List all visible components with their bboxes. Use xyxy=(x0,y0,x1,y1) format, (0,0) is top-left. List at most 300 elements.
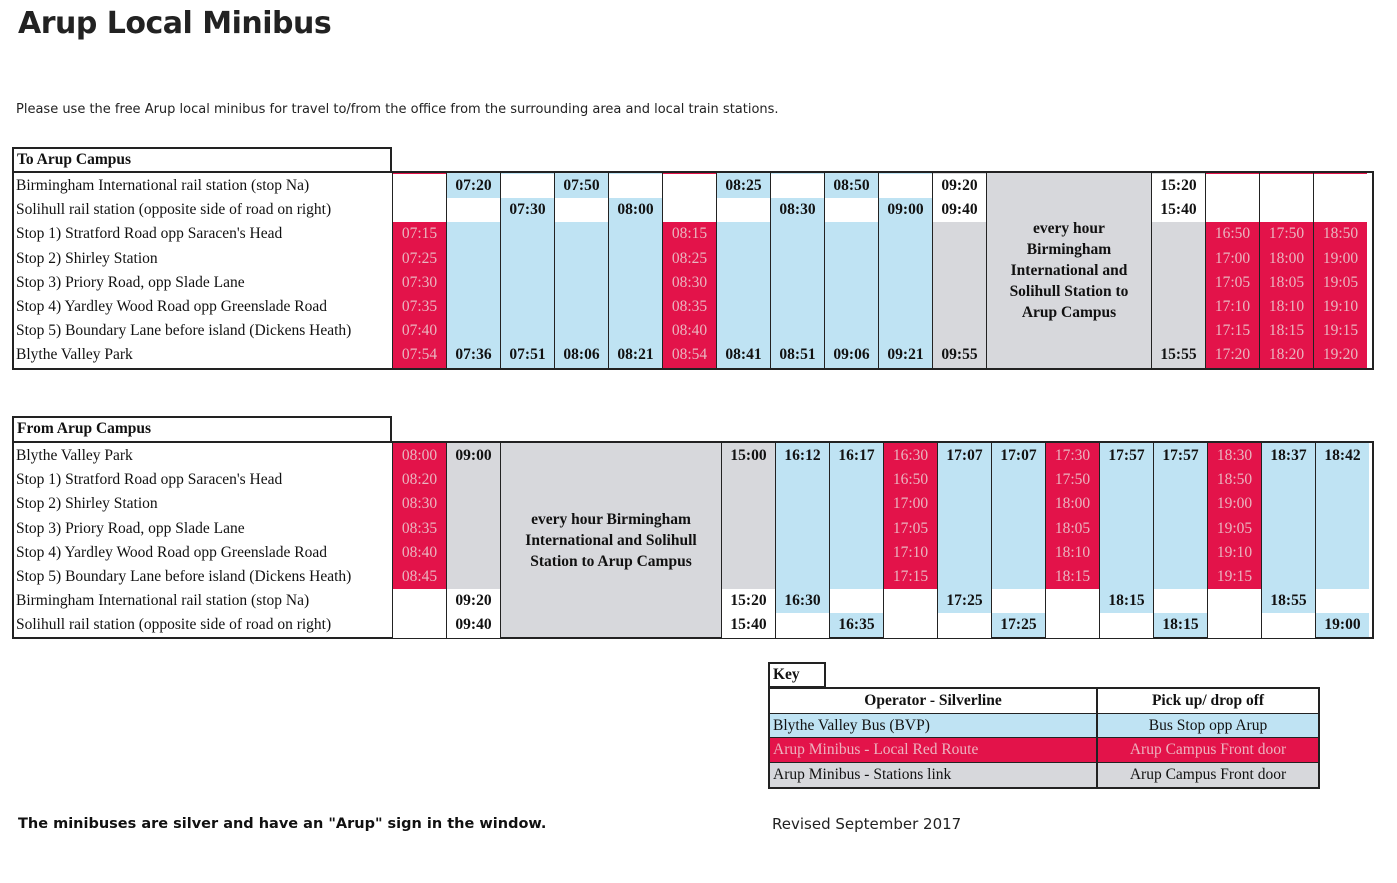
time-cell xyxy=(938,565,991,589)
timetable-column xyxy=(716,173,770,368)
time-cell xyxy=(663,174,716,198)
time-cell xyxy=(938,492,991,516)
time-cell: 17:00 xyxy=(892,495,929,513)
time-cell xyxy=(992,492,1045,516)
time-cell xyxy=(609,174,662,198)
time-cell: 17:50 xyxy=(1268,225,1305,243)
time-cell xyxy=(884,589,937,613)
time-cell xyxy=(1154,492,1207,516)
time-cell xyxy=(992,589,1045,613)
time-cell xyxy=(938,613,991,637)
time-cell: 07:35 xyxy=(401,298,438,315)
time-cell xyxy=(1316,468,1369,492)
time-cell: 19:05 xyxy=(1216,519,1253,537)
time-cell xyxy=(879,222,932,246)
time-cell xyxy=(1262,613,1315,637)
time-cell: 18:15 xyxy=(1054,568,1091,585)
time-cell: 09:40 xyxy=(447,613,500,637)
time-cell: 08:51 xyxy=(779,346,816,364)
time-cell xyxy=(447,517,500,541)
timetable-column xyxy=(554,173,608,368)
timetable-column xyxy=(1261,443,1315,637)
time-cell: 08:35 xyxy=(671,298,708,315)
time-cell xyxy=(933,319,986,343)
time-cell xyxy=(825,319,878,343)
time-cell: 18:10 xyxy=(1268,298,1305,315)
time-cell xyxy=(722,492,775,516)
time-cell xyxy=(717,222,770,246)
from-campus-heading: From Arup Campus xyxy=(12,416,392,443)
time-cell: 17:05 xyxy=(1214,273,1251,291)
time-cell xyxy=(933,247,986,271)
time-cell xyxy=(771,247,824,271)
time-cell xyxy=(717,198,770,222)
time-cell: 15:55 xyxy=(1160,346,1197,364)
time-cell xyxy=(830,517,883,541)
key-pickup: Bus Stop opp Arup xyxy=(1148,716,1268,734)
time-cell xyxy=(992,517,1045,541)
time-cell xyxy=(771,222,824,246)
timetable-column xyxy=(1151,173,1205,368)
time-cell xyxy=(609,271,662,295)
time-cell: 18:37 xyxy=(1270,447,1307,464)
time-cell xyxy=(1314,198,1367,222)
time-cell xyxy=(717,271,770,295)
time-cell: 15:20 xyxy=(722,589,775,613)
time-cell: 18:55 xyxy=(1270,592,1307,610)
stop-name: Stop 4) Yardley Wood Road opp Greenslade Road xyxy=(16,543,328,561)
timetable-column xyxy=(883,443,937,637)
time-cell: 09:21 xyxy=(887,346,924,364)
time-cell: 08:06 xyxy=(563,346,600,364)
time-cell xyxy=(1262,565,1315,589)
time-cell: 17:07 xyxy=(946,447,983,464)
stop-name: Stop 5) Boundary Lane before island (Dickens Heath) xyxy=(16,567,352,585)
time-cell xyxy=(1100,541,1153,565)
time-cell: 08:00 xyxy=(401,447,438,464)
time-cell xyxy=(1152,247,1205,271)
time-cell: 19:20 xyxy=(1322,346,1359,364)
time-cell: 08:54 xyxy=(671,346,708,364)
time-cell xyxy=(933,295,986,319)
time-cell xyxy=(722,565,775,589)
stop-name: Stop 5) Boundary Lane before island (Dickens Heath) xyxy=(16,322,352,340)
time-cell xyxy=(771,319,824,343)
stop-name: Stop 2) Shirley Station xyxy=(16,495,158,513)
time-cell: 16:30 xyxy=(892,447,929,464)
timetable-column xyxy=(1207,443,1261,637)
time-cell xyxy=(447,247,500,271)
time-cell: 07:50 xyxy=(563,177,600,194)
time-cell: 17:20 xyxy=(1214,346,1251,364)
key-pickup: Arup Campus Front door xyxy=(1129,765,1287,783)
time-cell xyxy=(722,468,775,492)
timetable-column xyxy=(392,443,446,637)
time-cell xyxy=(1152,271,1205,295)
stop-name: Stop 3) Priory Road, opp Slade Lane xyxy=(16,273,245,291)
time-cell: 18:05 xyxy=(1268,273,1305,291)
time-cell xyxy=(609,222,662,246)
time-cell xyxy=(393,198,446,222)
time-cell xyxy=(447,565,500,589)
time-cell: 08:25 xyxy=(725,177,762,194)
time-cell: 09:20 xyxy=(447,589,500,613)
timetable-column xyxy=(1315,443,1369,637)
time-cell: 17:07 xyxy=(1000,447,1037,464)
page-title: Arup Local Minibus xyxy=(18,6,332,41)
time-cell: 08:15 xyxy=(671,225,708,243)
stop-name: Stop 1) Stratford Road opp Saracen's Head xyxy=(16,225,283,243)
time-cell xyxy=(992,565,1045,589)
time-cell xyxy=(1154,468,1207,492)
time-cell xyxy=(1262,517,1315,541)
time-cell xyxy=(1316,589,1369,613)
time-cell xyxy=(776,468,829,492)
time-cell xyxy=(992,541,1045,565)
time-cell xyxy=(1208,589,1261,613)
time-cell xyxy=(830,541,883,565)
time-cell xyxy=(938,468,991,492)
time-cell: 15:40 xyxy=(722,613,775,637)
time-cell: 08:00 xyxy=(617,201,654,219)
time-cell: 17:10 xyxy=(1214,298,1251,315)
time-cell: 08:41 xyxy=(725,346,762,364)
time-cell xyxy=(1316,492,1369,516)
time-cell xyxy=(879,319,932,343)
time-cell xyxy=(1100,468,1153,492)
time-cell: 19:05 xyxy=(1322,273,1359,291)
time-cell xyxy=(938,517,991,541)
time-cell xyxy=(1206,174,1259,198)
stop-name: Blythe Valley Park xyxy=(16,447,133,464)
every-hour-note: every hour Birmingham International and Solihull Station to Arup Campus xyxy=(500,443,721,637)
time-cell xyxy=(555,271,608,295)
time-cell xyxy=(830,492,883,516)
time-cell xyxy=(447,492,500,516)
time-cell: 16:50 xyxy=(892,471,929,489)
timetable-column xyxy=(1313,173,1367,368)
time-cell xyxy=(1046,589,1099,613)
key-header-row xyxy=(770,689,1318,714)
time-cell: 08:40 xyxy=(671,322,708,340)
stop-name: Stop 2) Shirley Station xyxy=(16,249,158,267)
time-cell: 08:35 xyxy=(401,519,438,537)
time-cell: 08:30 xyxy=(671,273,708,291)
time-cell xyxy=(501,319,554,343)
time-cell xyxy=(717,295,770,319)
time-cell: 09:00 xyxy=(455,447,492,464)
time-cell xyxy=(447,222,500,246)
time-cell xyxy=(1262,541,1315,565)
time-cell xyxy=(776,541,829,565)
stop-name: Blythe Valley Park xyxy=(16,346,133,364)
time-cell xyxy=(1100,613,1153,637)
time-cell xyxy=(717,247,770,271)
timetable-column xyxy=(500,173,554,368)
time-cell: 19:10 xyxy=(1216,543,1253,561)
time-cell: 08:20 xyxy=(401,471,438,489)
from-campus-timetable xyxy=(12,441,1374,639)
key-heading: Key xyxy=(768,662,826,688)
timetable-column xyxy=(775,443,829,637)
time-cell xyxy=(722,541,775,565)
time-cell xyxy=(1152,295,1205,319)
key-row-red-route xyxy=(770,738,1318,763)
time-cell: 09:55 xyxy=(941,346,978,364)
time-cell: 09:00 xyxy=(887,201,924,219)
time-cell: 08:40 xyxy=(401,543,438,561)
time-cell xyxy=(879,174,932,198)
time-cell xyxy=(447,319,500,343)
time-cell: 17:15 xyxy=(892,568,929,585)
time-cell xyxy=(992,468,1045,492)
time-cell xyxy=(555,247,608,271)
time-cell: 18:15 xyxy=(1108,592,1145,610)
time-cell: 19:15 xyxy=(1322,322,1359,340)
time-cell xyxy=(1260,174,1313,198)
timetable-column xyxy=(1099,443,1153,637)
time-cell xyxy=(1262,468,1315,492)
key-operator: Arup Minibus - Local Red Route xyxy=(770,738,1098,762)
time-cell xyxy=(609,319,662,343)
timetable-column xyxy=(608,173,662,368)
timetable-column xyxy=(878,173,932,368)
time-cell xyxy=(609,247,662,271)
time-cell xyxy=(501,271,554,295)
from-campus-stop-list xyxy=(14,443,392,638)
time-cell: 16:12 xyxy=(784,447,821,464)
time-cell xyxy=(1260,198,1313,222)
time-cell: 07:54 xyxy=(401,346,438,364)
time-cell xyxy=(501,222,554,246)
time-cell xyxy=(1154,565,1207,589)
time-cell: 07:15 xyxy=(401,225,438,243)
time-cell xyxy=(879,295,932,319)
timetable-column xyxy=(392,173,446,368)
time-cell: 09:40 xyxy=(933,198,986,222)
time-cell: 17:10 xyxy=(892,543,929,561)
timetable-column xyxy=(829,443,883,637)
stop-name: Stop 4) Yardley Wood Road opp Greenslade Road xyxy=(16,297,328,315)
time-cell: 16:17 xyxy=(838,447,875,464)
time-cell xyxy=(933,222,986,246)
time-cell: 17:15 xyxy=(1214,322,1251,340)
time-cell: 19:00 xyxy=(1322,249,1359,267)
timetable-column xyxy=(721,443,775,637)
time-cell: 18:00 xyxy=(1268,249,1305,267)
time-cell: 17:05 xyxy=(892,519,929,537)
time-cell xyxy=(393,589,446,613)
time-cell xyxy=(938,541,991,565)
time-cell: 18:15 xyxy=(1162,616,1199,634)
time-cell xyxy=(771,295,824,319)
time-cell xyxy=(501,295,554,319)
time-cell: 16:50 xyxy=(1214,225,1251,243)
key-row-stations-link xyxy=(770,763,1318,788)
time-cell xyxy=(884,613,937,637)
time-cell xyxy=(555,198,608,222)
time-cell xyxy=(555,295,608,319)
time-cell xyxy=(1100,517,1153,541)
time-cell xyxy=(447,271,500,295)
time-cell xyxy=(393,613,446,637)
key-pickup: Arup Campus Front door xyxy=(1129,741,1287,758)
time-cell: 07:36 xyxy=(455,346,492,364)
time-cell xyxy=(555,222,608,246)
time-cell: 15:20 xyxy=(1152,174,1205,198)
time-cell xyxy=(830,468,883,492)
time-cell xyxy=(609,295,662,319)
time-cell xyxy=(447,295,500,319)
time-cell xyxy=(1154,517,1207,541)
time-cell xyxy=(1262,492,1315,516)
time-cell xyxy=(1314,174,1367,198)
time-cell: 09:20 xyxy=(933,174,986,198)
to-campus-timetable xyxy=(12,171,1374,370)
time-cell xyxy=(1152,222,1205,246)
time-cell xyxy=(717,319,770,343)
time-cell: 17:30 xyxy=(1054,447,1091,464)
time-cell xyxy=(722,517,775,541)
stop-name: Solihull rail station (opposite side of road on right) xyxy=(16,616,332,634)
time-cell: 07:25 xyxy=(401,249,438,267)
time-cell: 18:20 xyxy=(1268,346,1305,364)
time-cell xyxy=(776,613,829,637)
time-cell xyxy=(501,247,554,271)
time-cell xyxy=(825,295,878,319)
time-cell xyxy=(663,198,716,222)
intro-text: Please use the free Arup local minibus for travel to/from the office from the surrounding area and local train stations. xyxy=(16,102,779,117)
time-cell: 19:00 xyxy=(1216,495,1253,513)
timetable-column xyxy=(446,443,500,637)
time-cell xyxy=(447,541,500,565)
time-cell xyxy=(447,468,500,492)
stop-name: Stop 1) Stratford Road opp Saracen's Head xyxy=(16,471,283,489)
revised-date: Revised September 2017 xyxy=(772,815,962,833)
timetable-column xyxy=(937,443,991,637)
stop-name: Birmingham International rail station (stop Na) xyxy=(16,177,310,194)
every-hour-note: every hour Birmingham International and Solihull Station to Arup Campus xyxy=(986,173,1151,368)
time-cell: 19:00 xyxy=(1324,616,1361,634)
time-cell: 18:42 xyxy=(1324,447,1361,464)
time-cell: 08:25 xyxy=(671,249,708,267)
time-cell xyxy=(771,174,824,198)
time-cell: 07:40 xyxy=(401,322,438,340)
time-cell: 15:00 xyxy=(730,447,767,464)
time-cell xyxy=(555,319,608,343)
time-cell xyxy=(776,565,829,589)
time-cell xyxy=(1206,198,1259,222)
time-cell xyxy=(1154,589,1207,613)
time-cell: 08:21 xyxy=(617,346,654,364)
time-cell: 17:57 xyxy=(1162,447,1199,464)
key-operator: Arup Minibus - Stations link xyxy=(770,763,1098,788)
time-cell: 08:30 xyxy=(779,201,816,219)
time-cell xyxy=(825,198,878,222)
stop-name: Birmingham International rail station (stop Na) xyxy=(16,592,310,610)
time-cell: 17:00 xyxy=(1214,249,1251,267)
time-cell: 18:00 xyxy=(1054,495,1091,513)
time-cell xyxy=(1208,613,1261,637)
time-cell: 18:05 xyxy=(1054,519,1091,537)
timetable-column xyxy=(1153,443,1207,637)
timetable-column xyxy=(770,173,824,368)
time-cell: 18:10 xyxy=(1054,543,1091,561)
time-cell: 19:10 xyxy=(1322,298,1359,315)
time-cell: 07:30 xyxy=(401,273,438,291)
time-cell xyxy=(776,517,829,541)
time-cell: 18:15 xyxy=(1268,322,1305,340)
time-cell: 08:45 xyxy=(401,568,438,585)
key-operator-header: Operator - Silverline xyxy=(770,689,1098,713)
time-cell: 09:06 xyxy=(833,346,870,364)
time-cell: 17:25 xyxy=(1000,616,1037,634)
to-campus-heading: To Arup Campus xyxy=(12,147,392,173)
key-operator: Blythe Valley Bus (BVP) xyxy=(770,714,1098,738)
time-cell xyxy=(879,247,932,271)
key-row-bvp xyxy=(770,714,1318,739)
time-cell xyxy=(1316,517,1369,541)
stop-name: Stop 3) Priory Road, opp Slade Lane xyxy=(16,519,245,537)
timetable-column xyxy=(662,173,716,368)
time-cell: 19:15 xyxy=(1216,568,1253,585)
to-campus-stop-list xyxy=(14,173,392,368)
time-cell: 08:30 xyxy=(401,495,438,513)
time-cell xyxy=(1046,613,1099,637)
key-table xyxy=(768,687,1320,789)
time-cell: 17:25 xyxy=(946,592,983,610)
time-cell xyxy=(501,174,554,198)
time-cell: 18:50 xyxy=(1216,471,1253,489)
time-cell xyxy=(393,174,446,198)
time-cell: 17:50 xyxy=(1054,471,1091,489)
time-cell xyxy=(1152,319,1205,343)
time-cell xyxy=(825,222,878,246)
time-cell xyxy=(879,271,932,295)
timetable-column xyxy=(932,173,986,368)
time-cell xyxy=(830,589,883,613)
time-cell: 15:40 xyxy=(1152,198,1205,222)
time-cell xyxy=(1100,492,1153,516)
time-cell: 07:30 xyxy=(509,201,546,219)
key-pickup-header: Pick up/ drop off xyxy=(1151,692,1265,709)
time-cell xyxy=(771,271,824,295)
time-cell xyxy=(825,247,878,271)
time-cell: 07:20 xyxy=(455,177,492,194)
time-cell xyxy=(825,271,878,295)
time-cell: 08:50 xyxy=(833,177,870,194)
timetable-column xyxy=(991,443,1045,637)
time-cell: 18:50 xyxy=(1322,225,1359,243)
time-cell xyxy=(1154,541,1207,565)
time-cell xyxy=(830,565,883,589)
footer-note: The minibuses are silver and have an "Arup" sign in the window. xyxy=(18,816,547,832)
time-cell xyxy=(447,198,500,222)
timetable-column xyxy=(1259,173,1313,368)
time-cell: 07:51 xyxy=(509,346,546,364)
time-cell xyxy=(1316,565,1369,589)
time-cell: 16:30 xyxy=(784,592,821,610)
time-cell: 18:30 xyxy=(1216,447,1253,464)
timetable-column xyxy=(824,173,878,368)
time-cell xyxy=(933,271,986,295)
time-cell xyxy=(776,492,829,516)
time-cell: 16:35 xyxy=(838,616,875,634)
time-cell: 17:57 xyxy=(1108,447,1145,464)
time-cell xyxy=(1316,541,1369,565)
timetable-column xyxy=(1045,443,1099,637)
time-cell xyxy=(1100,565,1153,589)
